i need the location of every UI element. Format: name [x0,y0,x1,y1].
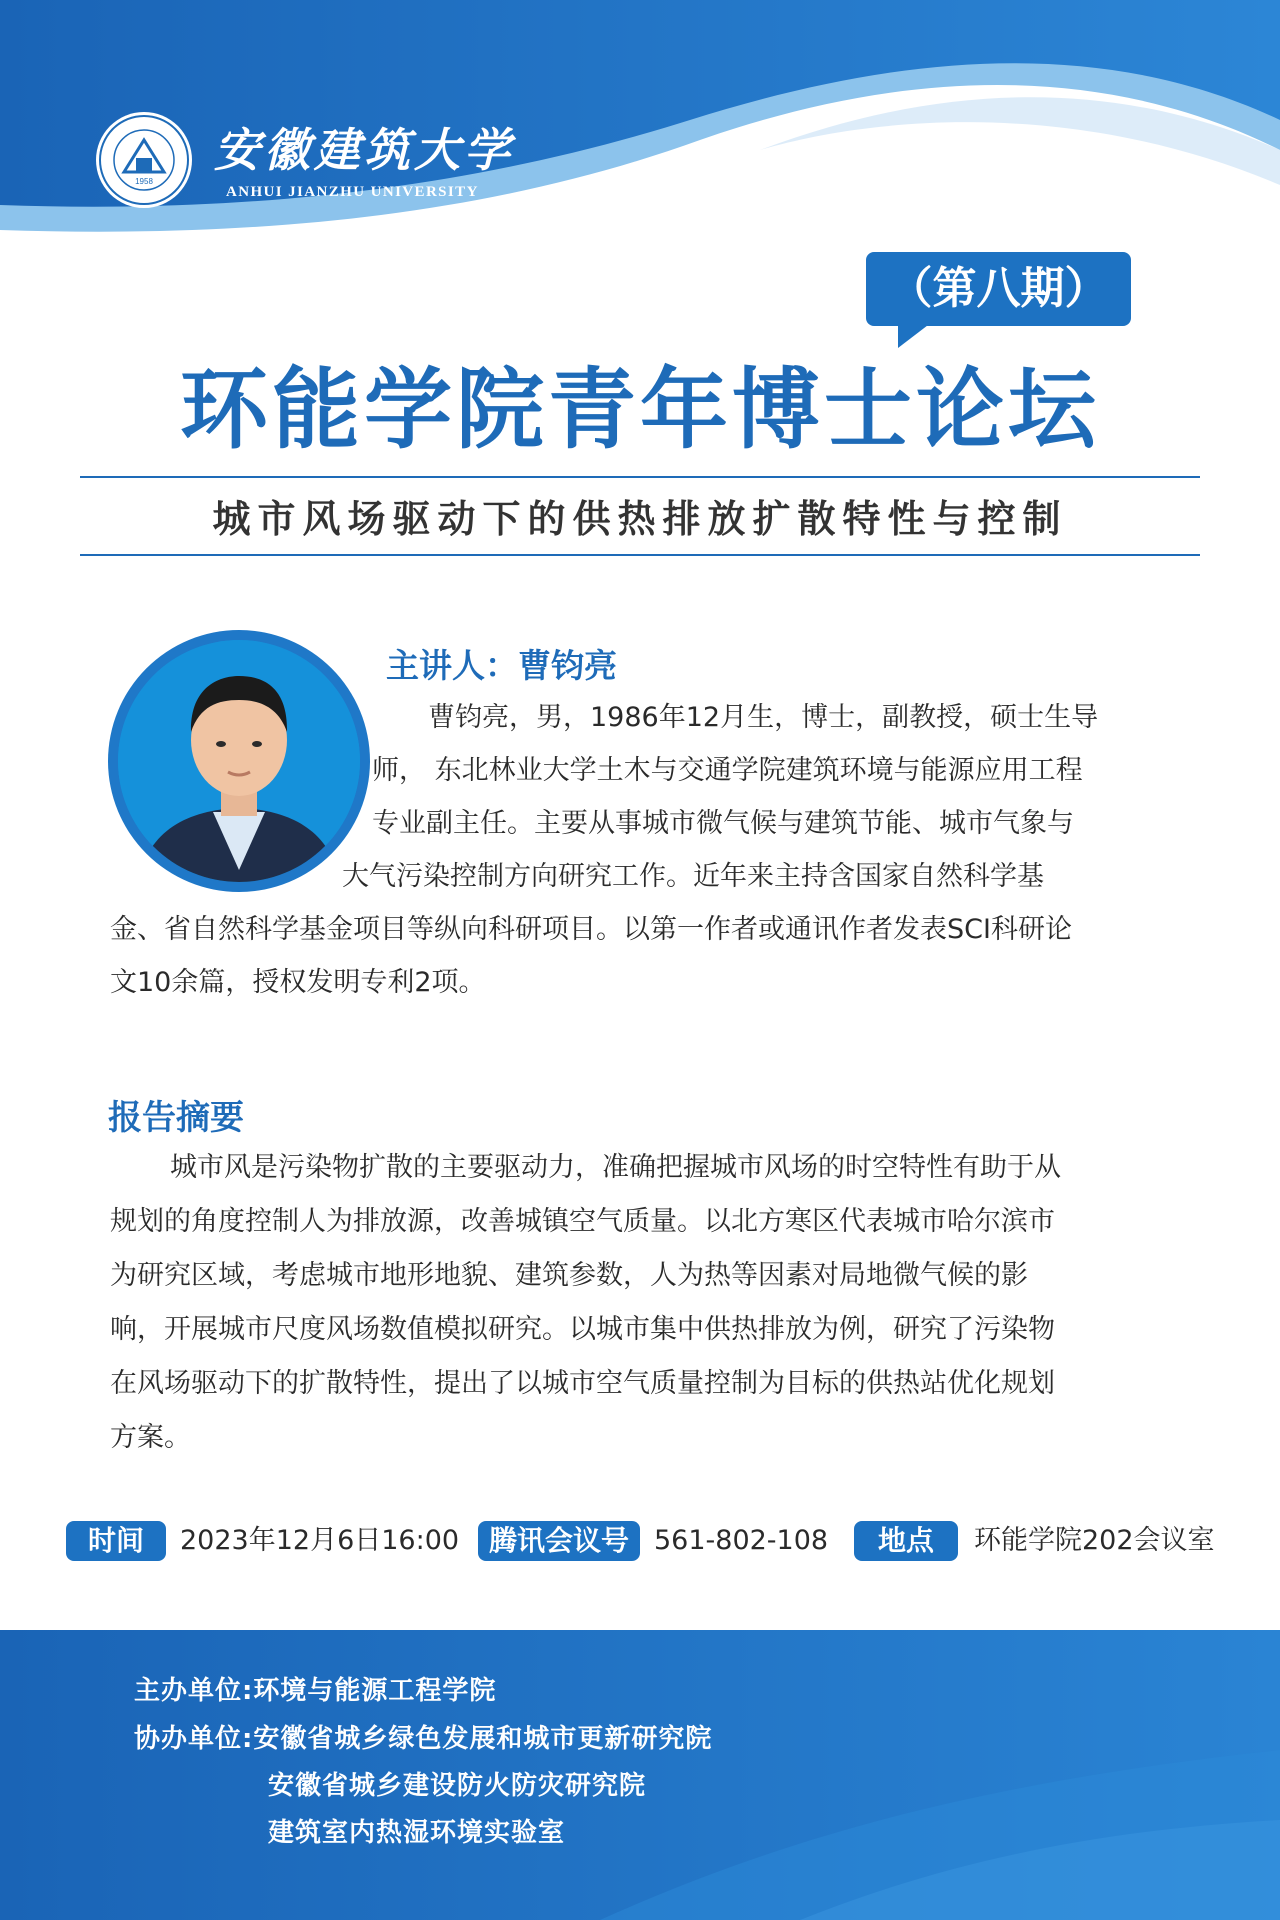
meeting-label: 腾讯会议号 [478,1521,640,1561]
university-name-en: ANHUI JIANZHU UNIVERSITY [226,184,479,200]
time-label: 时间 [66,1521,166,1561]
host-organizer: 主办单位:环境与能源工程学院 [134,1676,497,1706]
university-seal-logo [94,110,194,210]
bio-line: 金、省自然科学基金项目等纵向科研项目。以第一作者或通讯作者发表SCI科研论 [110,914,1072,945]
time-value: 2023年12月6日16:00 [180,1525,460,1556]
abstract-line: 城市风是污染物扩散的主要驱动力，准确把握城市风场的时空特性有助于从 [170,1152,1061,1183]
bio-line: 曹钧亮，男，1986年12月生，博士，副教授，硕士生导 [428,702,1099,733]
title-divider-bottom [80,554,1200,556]
abstract-line: 为研究区域，考虑城市地形地貌、建筑参数，人为热等因素对局地微气候的影 [110,1260,1028,1291]
co-organizer-3: 建筑室内热湿环境实验室 [268,1818,566,1848]
university-name-cn: 安徽建筑大学 [214,123,514,177]
bio-line: 师， 东北林业大学土木与交通学院建筑环境与能源应用工程 [372,755,1083,786]
title-divider-top [80,476,1200,478]
abstract-line: 在风场驱动下的扩散特性，提出了以城市空气质量控制为目标的供热站优化规划 [110,1368,1055,1399]
svg-text:1958: 1958 [135,177,153,186]
bio-line: 专业副主任。主要从事城市微气候与建筑节能、城市气象与 [372,808,1074,839]
bio-line: 大气污染控制方向研究工作。近年来主持含国家自然科学基 [342,861,1044,892]
issue-badge: （第八期） [866,252,1131,326]
place-label: 地点 [854,1521,958,1561]
abstract-line: 方案。 [110,1422,191,1453]
co-organizer-2: 安徽省城乡建设防火防灾研究院 [268,1771,647,1801]
forum-title: 环能学院青年博士论坛 [179,357,1100,461]
abstract-line: 响，开展城市尺度风场数值模拟研究。以城市集中供热排放为例，研究了污染物 [110,1314,1055,1345]
abstract-heading: 报告摘要 [108,1098,244,1138]
bio-line: 文10余篇，授权发明专利2项。 [110,967,486,998]
abstract-line: 规划的角度控制人为排放源，改善城镇空气质量。以北方寒区代表城市哈尔滨市 [110,1206,1055,1237]
meeting-id-value: 561-802-108 [654,1525,829,1556]
talk-title: 城市风场驱动下的供热排放扩散特性与控制 [212,496,1068,541]
place-value: 环能学院202会议室 [974,1525,1215,1556]
co-organizer-1: 协办单位:安徽省城乡绿色发展和城市更新研究院 [134,1724,713,1754]
speaker-label: 主讲人：曹钧亮 [386,646,617,685]
speaker-photo [118,640,360,882]
